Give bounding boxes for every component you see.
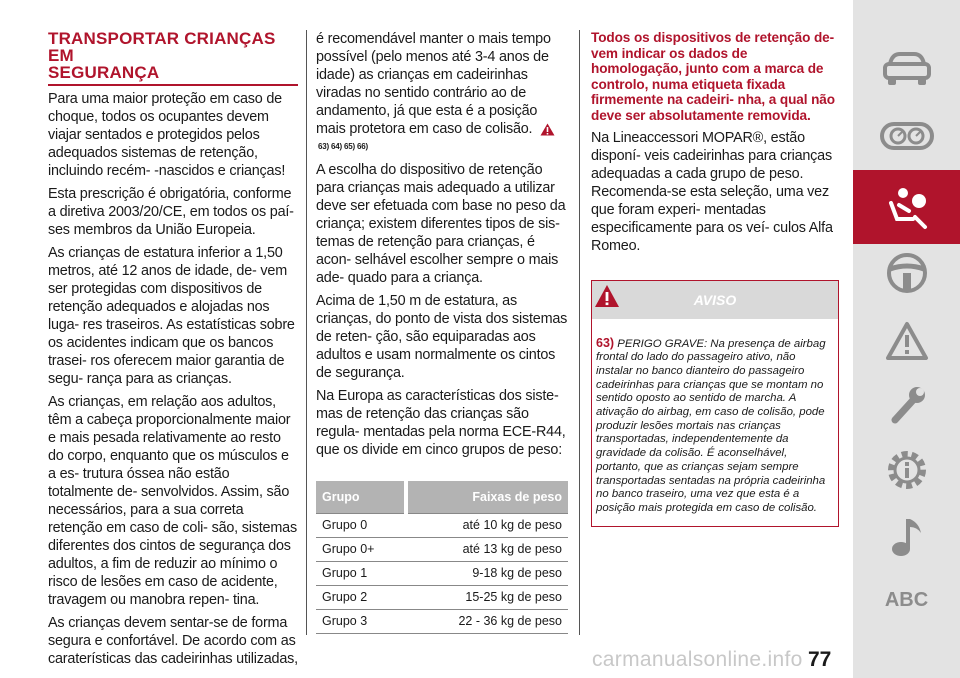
paragraph: As crianças, em relação aos adultos, têm a cabeça proporcionalmente maior e mais pesada relativamente ao resto do corpo, enquanto que os músculos e a es- trutura óssea não estão totalmente de- senvolvidos. Assim, são necessários, para a sua correta retenção em caso de coli- são, sistemas diferentes dos cintos de segurança dos adultos, a fim de reduzir ao mínimo o risco de lesões em caso de acidente, travagem ou manobra repen- tina. [48, 394, 297, 608]
sidebar-item-technical-data[interactable] [853, 433, 960, 507]
header-group: Grupo [316, 481, 406, 513]
sidebar-item-dashboard[interactable] [853, 99, 960, 173]
table-row [316, 585, 568, 609]
car-icon [882, 50, 932, 88]
warning-refs: 63) 64) 65) 66) [318, 142, 368, 151]
warning-reference-icon [540, 123, 555, 136]
column-1 [48, 30, 298, 673]
sidebar-item-index[interactable] [853, 563, 960, 637]
warning-body [592, 319, 838, 526]
table-row [316, 561, 568, 585]
section-title-line1: TRANSPORTAR CRIANÇAS EM [48, 29, 276, 65]
column-3 [591, 30, 839, 527]
index-abc-label: ABC [884, 588, 929, 611]
settings-gear-icon [884, 447, 930, 493]
cell-weight: até 10 kg de peso [406, 513, 568, 537]
paragraph: Na Europa as características dos siste- mas de retenção das crianças são regula- mentadas pela norma ECE-R44, que os divide em cinco grupos de peso: [316, 388, 566, 458]
table-row [316, 513, 568, 537]
sidebar-item-emergency[interactable] [853, 304, 960, 378]
warning-number: 63) [596, 335, 615, 350]
cell-weight: 22 - 36 kg de peso [406, 609, 568, 633]
warning-text: PERIGO GRAVE: Na presença de airbag frontal do lado do passageiro ativo, não instalar no banco dianteiro do passageiro cadeirinhas para crianças que se montam no sentido oposto ao sentido de marcha. A ativação do airbag, em caso de colisão, pode produzir lesões mortais nas crianças transportadas, independentemente da gravidade da colisão. É aconselhável, portanto, que as crianças sejam sempre transportadas sentadas na própria cadeirinha no banco traseiro, uma vez que esta é a posição mais protegida em caso de colisão. [596, 337, 826, 514]
header-weight: Faixas de peso [406, 481, 568, 513]
cell-group: Grupo 0 [316, 513, 406, 537]
wrench-icon [885, 384, 929, 428]
cell-group: Grupo 3 [316, 609, 406, 633]
paragraph [316, 30, 568, 156]
paragraph: Esta prescrição é obrigatória, conforme a diretiva 2003/20/CE, em todos os paí- ses membros da União Europeia. [48, 186, 294, 238]
steering-wheel-icon [885, 251, 929, 295]
paragraph: As crianças de estatura inferior a 1,50 metros, até 12 anos de idade, de- vem ser protegidas com dispositivos de retenção adequados e alojadas nos luga- res traseiros. As estatísticas sobre os acidentes indicam que os bancos trasei- ros oferecem maior garantia de segu- rança para as crianças. [48, 245, 295, 387]
paragraph: Para uma maior proteção em caso de choque, todos os ocupantes devem viajar sentados e protegidos pelos adequados sistemas de retenção, incluindo recém- -nascidos e crianças! [48, 91, 286, 179]
seat-airbag-icon [883, 183, 931, 231]
warning-triangle-icon [885, 321, 929, 361]
paragraph: Na Lineaccessori MOPAR®, estão disponí- veis cadeirinhas para crianças adequadas a cada grupo de peso. Recomenda-se esta seleção, uma vez que foram experi- mentadas especificamente para os veí- culos Alfa Romeo. [591, 129, 833, 254]
table-row [316, 609, 568, 633]
column-divider [579, 30, 580, 635]
music-note-icon [889, 515, 925, 559]
section-title-line2: SEGURANÇA [48, 63, 160, 82]
table-row [316, 537, 568, 561]
column-divider [306, 30, 307, 635]
cell-group: Grupo 2 [316, 585, 406, 609]
sidebar-item-safety[interactable] [853, 170, 960, 244]
column-2 [316, 30, 568, 634]
cell-group: Grupo 0+ [316, 537, 406, 561]
cell-group: Grupo 1 [316, 561, 406, 585]
chapter-sidebar [853, 0, 960, 678]
paragraph-text: é recomendável manter o mais tempo possível (pelo menos até 3-4 anos de idade) as crianças em cadeirinhas viradas no sentido contrário ao de andamento, já que esta é a posição mais protetora em caso de colisão. [316, 31, 551, 137]
weight-groups-table [316, 481, 568, 634]
watermark: carmanualsonline.info [592, 648, 803, 671]
warning-header [592, 281, 838, 319]
sidebar-item-starting[interactable] [853, 236, 960, 310]
sidebar-item-car[interactable] [853, 32, 960, 106]
cell-weight: 15-25 kg de peso [406, 585, 568, 609]
page-number: 77 [808, 648, 832, 671]
title-underline [48, 84, 298, 86]
table-header-row [316, 481, 568, 513]
paragraph: A escolha do dispositivo de retenção para crianças mais adequado a utilizar deve ser efetuada com base no peso da criança; existem diferentes tipos de sis- temas de retenção para crianças, é acon- selhável escolher sempre o mais ade- quado para a criança. [316, 162, 566, 286]
warning-box [591, 280, 839, 527]
paragraph: Acima de 1,50 m de estatura, as crianças, do ponto de vista dos sistemas de reten- ção, são equiparadas aos adultos e usam normalmente os cintos de segurança. [316, 293, 568, 381]
warning-label: AVISO [693, 291, 737, 308]
cell-weight: 9-18 kg de peso [406, 561, 568, 585]
cell-weight: até 13 kg de peso [406, 537, 568, 561]
sidebar-item-maintenance[interactable] [853, 369, 960, 443]
paragraph: As crianças devem sentar-se de forma segura e confortável. De acordo com as caraterísticas das cadeirinhas utilizadas, [48, 615, 298, 667]
homologation-note: Todos os dispositivos de retenção de- vem indicar os dados de homologação, junto com a marca de controlo, numa etiqueta fixada firmemente na cadeiri- nha, a qual não deve ser absolutamente removida. [591, 30, 835, 123]
dashboard-icon [880, 121, 934, 151]
